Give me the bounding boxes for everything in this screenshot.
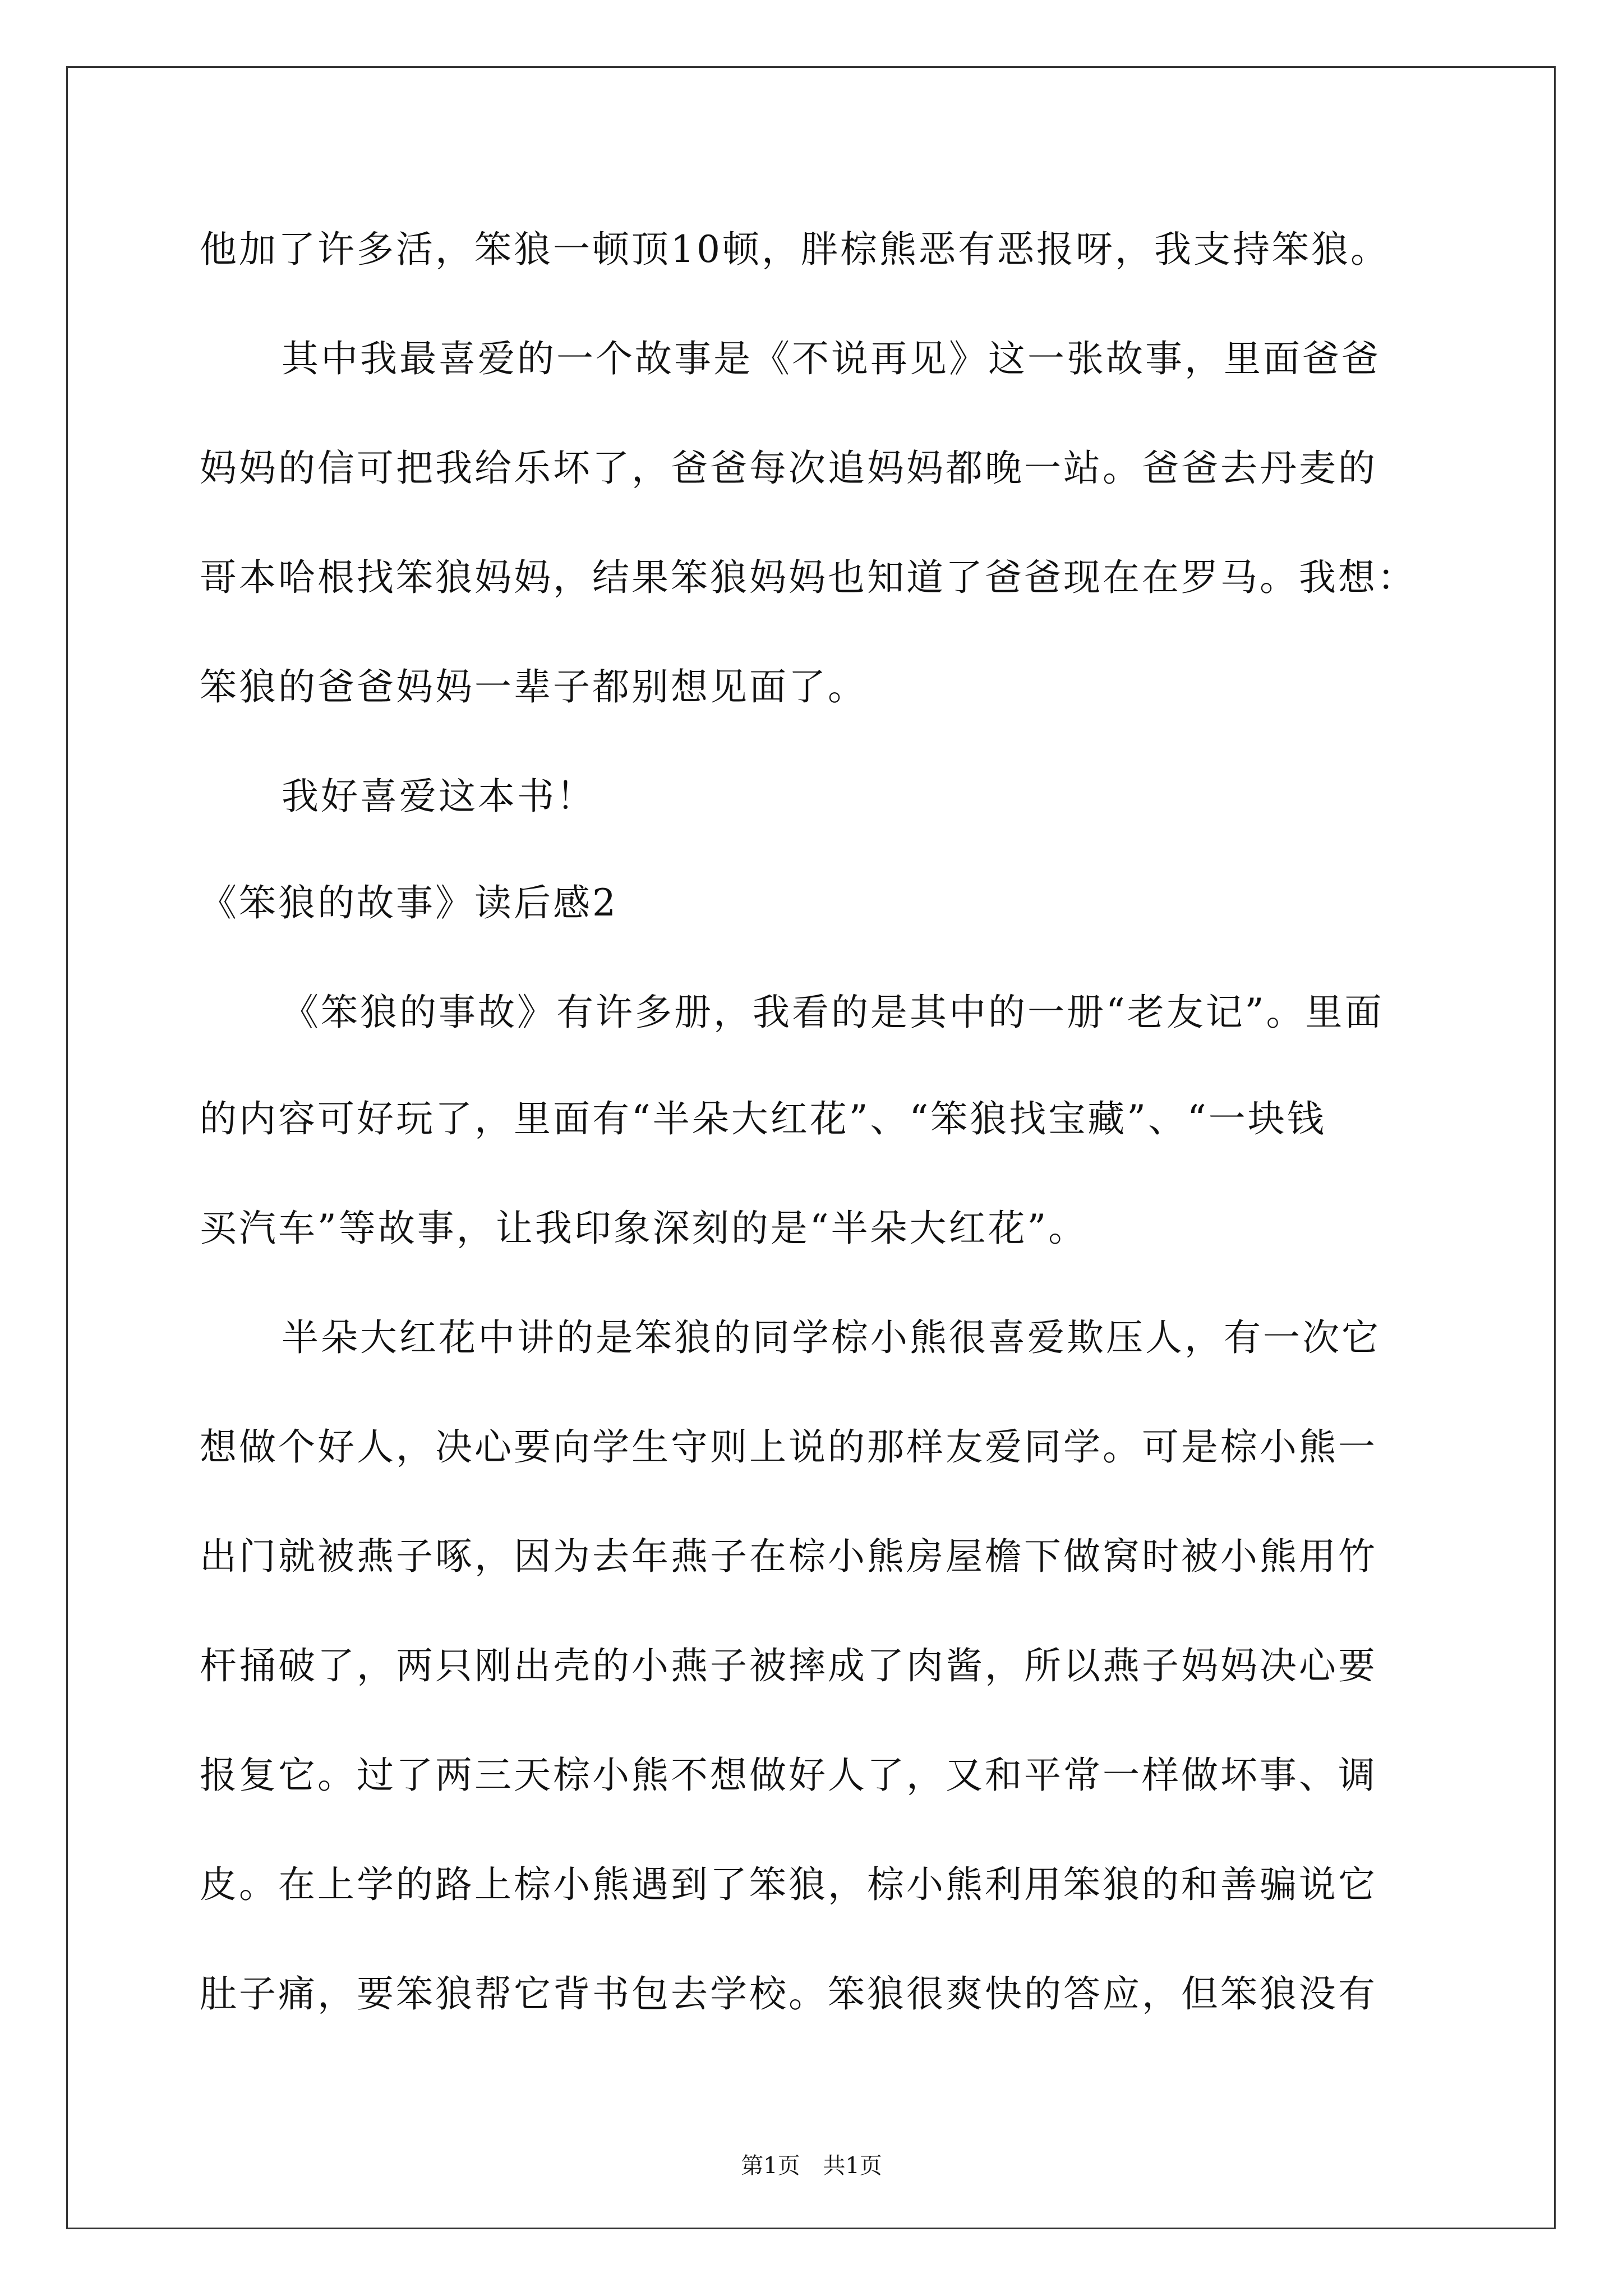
page-total: 共1页	[823, 2153, 882, 2179]
text-line: 杆捅破了，两只刚出壳的小燕子被摔成了肉酱，所以燕子妈妈决心要	[200, 1644, 1377, 1687]
text-line: 我好喜爱这本书！	[282, 775, 596, 818]
page-footer	[0, 2152, 1623, 2180]
text-line: 想做个好人，决心要向学生守则上说的那样友爱同学。可是棕小熊一	[200, 1425, 1377, 1469]
text-line: 买汽车”等故事，让我印象深刻的是“半朵大红花”。	[200, 1207, 1088, 1250]
text-line: 《笨狼的事故》有许多册，我看的是其中的一册“老友记”。里面	[282, 991, 1384, 1034]
text-line: 报复它。过了两三天棕小熊不想做好人了，又和平常一样做坏事、调	[200, 1754, 1377, 1797]
text-line: 其中我最喜爱的一个故事是《不说再见》这一张故事，里面爸爸	[282, 337, 1381, 380]
text-line: 他加了许多活，笨狼一顿顶10顿，胖棕熊恶有恶报呀，我支持笨狼。	[200, 228, 1390, 271]
text-line: 笨狼的爸爸妈妈一辈子都别想见面了。	[200, 665, 867, 708]
text-line: 妈妈的信可把我给乐坏了，爸爸每次追妈妈都晚一站。爸爸去丹麦的	[200, 447, 1377, 490]
text-line: 出门就被燕子啄，因为去年燕子在棕小熊房屋檐下做窝时被小熊用竹	[200, 1535, 1377, 1578]
text-line: 哥本哈根找笨狼妈妈，结果笨狼妈妈也知道了爸爸现在在罗马。我想：	[200, 556, 1417, 599]
text-line: 肚子痛，要笨狼帮它背书包去学校。笨狼很爽快的答应，但笨狼没有	[200, 1972, 1377, 2016]
text-line: 的内容可好玩了，里面有“半朵大红花”、“笨狼找宝藏”、“一块钱	[200, 1097, 1326, 1140]
text-line: 皮。在上学的路上棕小熊遇到了笨狼，棕小熊利用笨狼的和善骗说它	[200, 1863, 1377, 1906]
document-body	[200, 0, 1433, 2296]
section-heading: 《笨狼的故事》读后感2	[200, 881, 618, 924]
text-line: 半朵大红花中讲的是笨狼的同学棕小熊很喜爱欺压人，有一次它	[282, 1316, 1381, 1359]
page-number: 第1页	[741, 2153, 800, 2179]
